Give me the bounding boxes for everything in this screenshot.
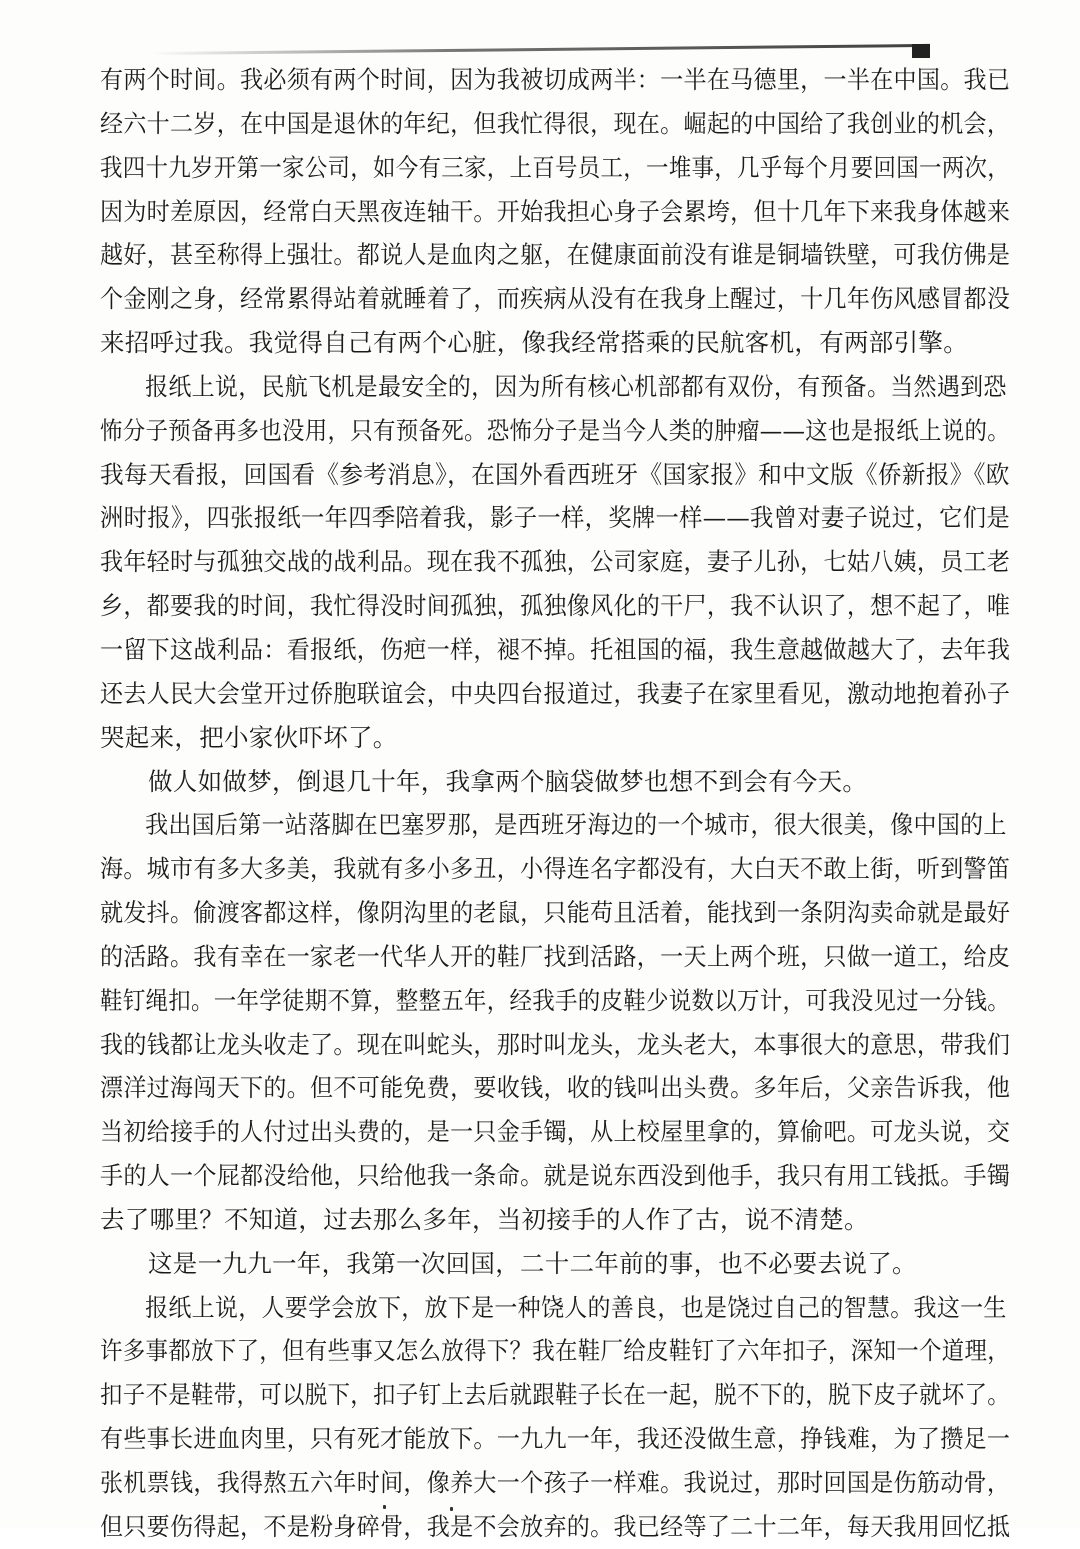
text-line: 个金刚之身，经常累得站着就睡着了，而疾病从没有在我身上醒过，十几年伤风感冒都没 (100, 284, 1011, 314)
text-line: 但只要伤得起，不是粉身碎骨，我是不会放弃的。我已经等了二十二年，每天我用回忆抵 (100, 1511, 1011, 1541)
scan-edge-artifact (150, 44, 930, 55)
text-line: 还去人民大会堂开过侨胞联谊会，中央四台报道过，我妻子在家里看见，激动地抱着孙子 (100, 678, 1011, 708)
text-line: 海。城市有多大多美，我就有多小多丑，小得连名字都没有，大白天不敢上街，听到警笛 (100, 854, 1011, 884)
text-line: 漂洋过海闯天下的。但不可能免费，要收钱，收的钱叫出头费。多年后，父亲告诉我，他 (100, 1073, 1011, 1103)
text-line: 鞋钉绳扣。一年学徒期不算，整整五年，经我手的皮鞋少说数以万计，可我没见过一分钱。 (100, 985, 1010, 1015)
text-line: 我四十九岁开第一家公司，如今有三家，上百号员工，一堆事，几乎每个月要回国一两次， (100, 152, 1010, 182)
paragraph-start-line: 报纸上说，民航飞机是最安全的，因为所有核心机部都有双份，有预备。当然遇到恐 (145, 371, 1007, 401)
text-line: 我的钱都让龙头收走了。现在叫蛇头，那时叫龙头，龙头老大，本事很大的意思，带我们 (100, 1029, 1011, 1059)
text-line: 许多事都放下了，但有些事又怎么放得下？我在鞋厂给皮鞋钉了六年扣子，深知一个道理， (100, 1336, 1010, 1366)
text-line: 洲时报》，四张报纸一年四季陪着我，影子一样，奖牌一样——我曾对妻子说过，它们是 (100, 503, 1010, 533)
paragraph-start-line: 做人如做梦，倒退几十年，我拿两个脑袋做梦也想不到会有今天。 (148, 766, 868, 796)
text-line: 当初给接手的人付过出头费的，是一只金手镯，从上校屋里拿的，算偷吧。可龙头说，交 (100, 1117, 1011, 1147)
body-text (100, 58, 1010, 1549)
paragraph-start-line: 这是一九九一年，我第一次回国，二十二年前的事，也不必要去说了。 (148, 1248, 917, 1278)
text-line: 我年轻时与孤独交战的战利品。现在我不孤独，公司家庭，妻子儿孙，七姑八姨，员工老 (100, 547, 1011, 577)
text-line: 扣子不是鞋带，可以脱下，扣子钉上去后就跟鞋子长在一起，脱不下的，脱下皮子就坏了。 (100, 1380, 1010, 1410)
text-line: 哭起来，把小家伙吓坏了。 (100, 722, 398, 752)
text-line: 来招呼过我。我觉得自己有两个心脏，像我经常搭乘的民航客机，有两部引擎。 (100, 328, 968, 358)
text-line: 有些事长进血肉里，只有死才能放下。一九九一年，我还没做生意，挣钱难，为了攒足一 (100, 1424, 1011, 1454)
text-line: 乡，都要我的时间，我忙得没时间孤独，孤独像风化的干尸，我不认识了，想不起了，唯 (100, 591, 1011, 621)
scan-speck (383, 1505, 386, 1509)
paragraph-start-line: 报纸上说，人要学会放下，放下是一种饶人的善良，也是饶过自己的智慧。我这一生 (145, 1292, 1007, 1322)
text-line: 怖分子预备再多也没用，只有预备死。恐怖分子是当今人类的肿瘤——这也是报纸上说的。 (100, 415, 1010, 445)
paragraph-start-line: 我出国后第一站落脚在巴塞罗那，是西班牙海边的一个城市，很大很美，像中国的上 (145, 810, 1007, 840)
text-line: 因为时差原因，经常白天黑夜连轴干。开始我担心身子会累垮，但十几年下来我身体越来 (100, 196, 1011, 226)
text-line: 一留下这战利品：看报纸，伤疤一样，褪不掉。托祖国的福，我生意越做越大了，去年我 (100, 634, 1011, 664)
scan-corner-artifact (912, 44, 930, 58)
text-line: 经六十二岁，在中国是退休的年纪，但我忙得很，现在。崛起的中国给了我创业的机会， (100, 108, 1011, 138)
text-line: 有两个时间。我必须有两个时间，因为我被切成两半：一半在马德里，一半在中国。我已 (100, 65, 1011, 94)
text-line: 手的人一个屁都没给他，只给他我一条命。就是说东西没到他手，我只有用工钱抵。手镯 (100, 1161, 1011, 1191)
text-line: 张机票钱，我得熬五六年时间，像养大一个孩子一样难。我说过，那时回国是伤筋动骨， (100, 1468, 1011, 1497)
scan-speck (450, 1507, 453, 1511)
text-line: 越好，甚至称得上强壮。都说人是血肉之躯，在健康面前没有谁是铜墙铁壁，可我仿佛是 (100, 240, 1011, 270)
text-line: 我每天看报，回国看《参考消息》，在国外看西班牙《国家报》和中文版《侨新报》《欧 (100, 459, 1010, 489)
text-line: 去了哪里？不知道，过去那么多年，当初接手的人作了古，说不清楚。 (100, 1204, 869, 1234)
text-line: 的活路。我有幸在一家老一代华人开的鞋厂找到活路，一天上两个班，只做一道工，给皮 (100, 941, 1011, 971)
text-line: 就发抖。偷渡客都这样，像阴沟里的老鼠，只能苟且活着，能找到一条阴沟卖命就是最好 (100, 898, 1011, 928)
